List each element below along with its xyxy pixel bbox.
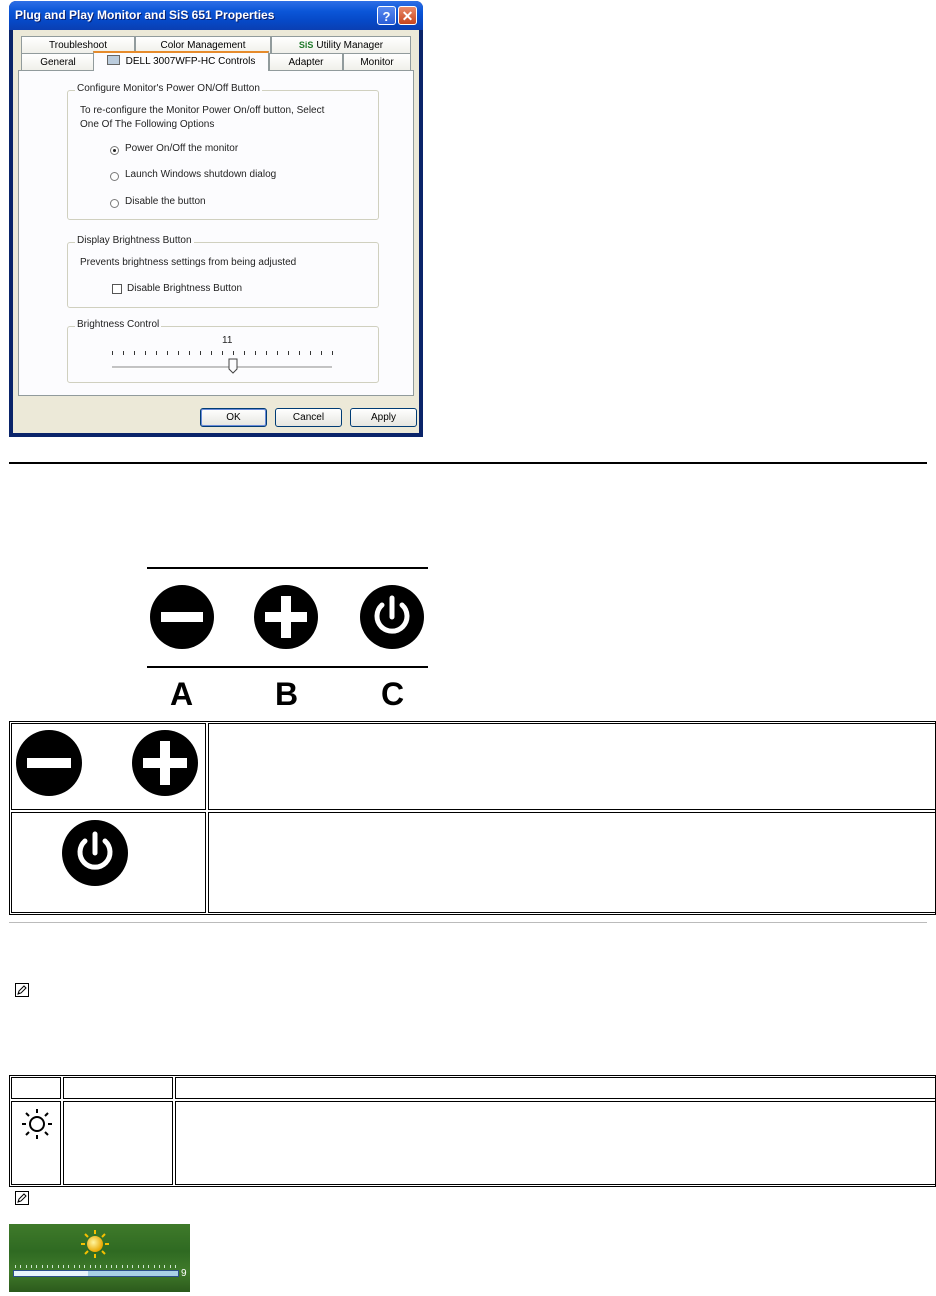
brightness-button-description: Prevents brightness settings from being adjusted [80,257,297,268]
section-divider-thin [9,922,927,923]
power-group-description-1: To re-configure the Monitor Power On/off button, Select [80,105,325,116]
tab-adapter[interactable]: Adapter [269,53,343,70]
power-button-icon [62,820,128,886]
note-pencil-icon [15,983,29,997]
close-button[interactable]: ✕ [398,6,417,25]
tab-utility-manager[interactable] [271,36,411,53]
diagram-bottom-line [147,666,428,668]
minus-button-icon [16,730,82,796]
osd-table-name-cell [63,1101,173,1185]
brightness-sun-icon [21,1108,53,1140]
slider-thumb [229,359,237,373]
brightness-value: 11 [222,335,233,346]
tab-monitor[interactable]: Monitor [343,53,411,70]
disable-brightness-label[interactable]: Disable Brightness Button [127,283,243,294]
osd-brightness-bar [13,1270,179,1277]
plus-button-icon [254,585,318,649]
brightness-slider[interactable] [112,347,342,375]
power-group-legend: Configure Monitor's Power ON/Off Button [77,83,260,94]
plus-button-icon [132,730,198,796]
sis-icon: SiS [298,40,314,50]
ok-button[interactable]: OK [200,408,267,427]
apply-button[interactable]: Apply [350,408,417,427]
radio-launch-shutdown[interactable] [110,172,119,181]
table-cell-brightness-icons [11,723,206,810]
osd-table-header-cell [175,1077,936,1099]
power-button-icon [360,585,424,649]
brightness-osd-image [9,1224,190,1292]
disable-brightness-checkbox[interactable] [112,284,122,294]
osd-ticks [15,1264,181,1269]
table-cell-power-description [208,812,936,913]
radio-power-onoff[interactable] [110,146,119,155]
osd-brightness-fill [14,1271,88,1276]
label-a: A [170,676,194,712]
diagram-top-line [147,567,428,569]
label-b: B [275,676,299,712]
osd-table-icon-cell [11,1101,61,1185]
tab-troubleshoot[interactable]: Troubleshoot [21,36,135,53]
tab-panel [18,70,414,396]
tab-color-management[interactable]: Color Management [135,36,271,53]
cancel-button[interactable]: Cancel [275,408,342,427]
radio-disable-button-label[interactable]: Disable the button [125,196,206,207]
help-button[interactable]: ? [377,6,396,25]
label-c: C [381,676,405,712]
tab-utility-manager-label: Utility Manager [316,40,384,51]
power-button-group [67,83,379,220]
osd-table-header-cell [63,1077,173,1099]
osd-sun-icon [81,1230,109,1258]
tab-dell-controls-label: DELL 3007WFP-HC Controls [125,56,256,67]
section-divider [9,462,927,464]
radio-disable-button[interactable] [110,199,119,208]
radio-power-onoff-label[interactable]: Power On/Off the monitor [125,143,239,154]
brightness-control-legend: Brightness Control [77,319,160,330]
osd-table-description-cell [175,1101,936,1185]
note-pencil-icon [15,1191,29,1205]
osd-table-header-cell [11,1077,61,1099]
slider-ticks [113,351,333,355]
title-bar[interactable] [9,1,423,30]
minus-button-icon [150,585,214,649]
dialog-body [13,30,419,433]
tab-dell-controls[interactable] [93,51,269,71]
dialog-title: Plug and Play Monitor and SiS 651 Properties [15,8,275,22]
properties-dialog [9,1,423,437]
power-group-description-2: One Of The Following Options [80,119,215,130]
table-cell-power-icon [11,812,206,913]
brightness-button-legend: Display Brightness Button [77,235,192,246]
tab-general[interactable]: General [21,53,95,70]
brightness-control-group [67,319,379,383]
table-cell-brightness-description [208,723,936,810]
monitor-icon [107,55,120,65]
brightness-button-group [67,235,379,308]
osd-brightness-value: 9 [181,1268,187,1279]
radio-launch-shutdown-label[interactable]: Launch Windows shutdown dialog [125,169,277,180]
